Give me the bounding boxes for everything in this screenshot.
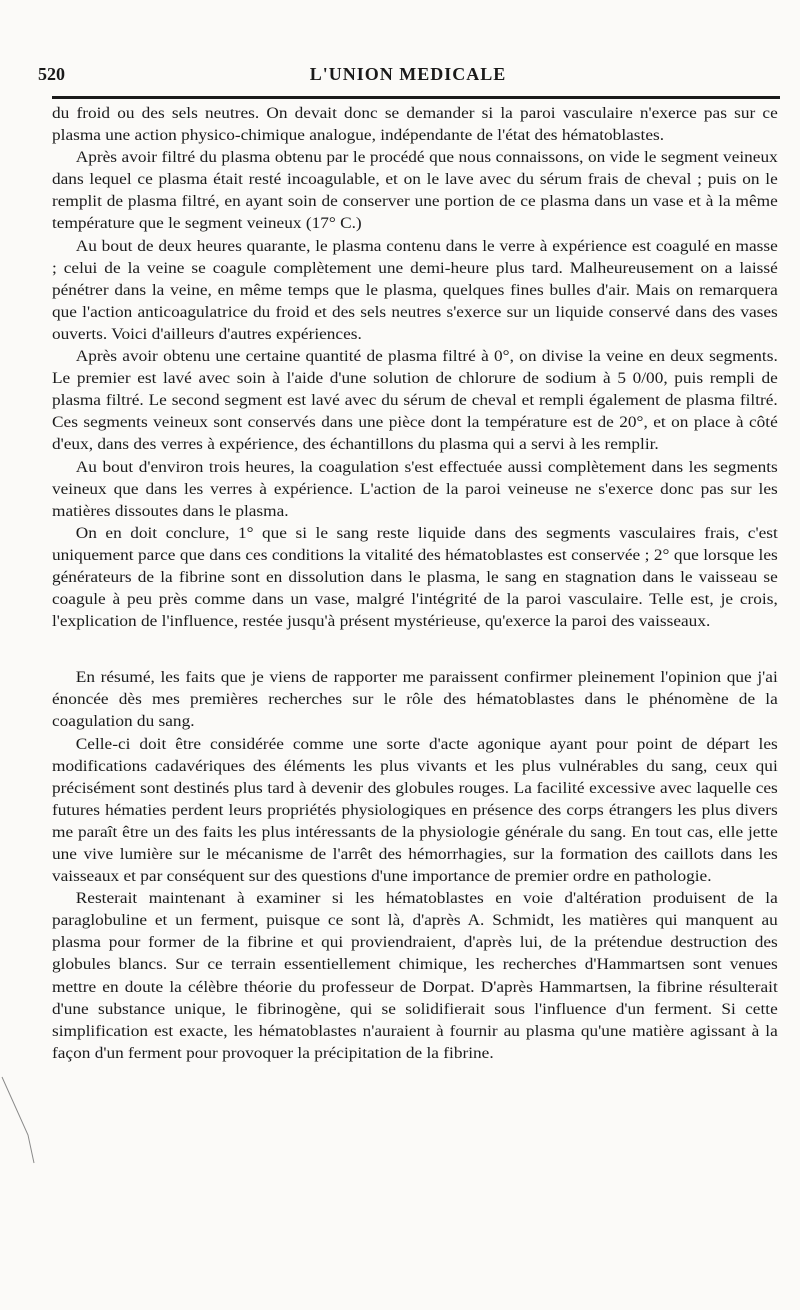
running-title: L'UNION MEDICALE [309,64,507,84]
page-number: 520 [38,64,65,84]
paper-fold-mark [0,1075,36,1165]
page-header [38,62,778,90]
paragraph: Resterait maintenant à examiner si les hématoblastes en voie d'altération produisent de la paraglobuline et un ferment, puisque ce sont là, d'après A. Schmidt, les matières qui manquent au plasma pour former de la fibrine et qui proviendraient, d'après lui, de la prétendue destruction des globules blancs. Sur ce terrain essentiellement chimique, les recherches d'Hammartsen sont venues mettre en doute la célèbre théorie du professeur de Dorpat. D'après Hammartsen, la fibrine résulterait d'une substance unique, le fibrinogène, qui se solidifierait sous l'influence d'un ferment. Si cette simplification est exacte, les hématoblastes n'auraient à fournir au plasma qu'une matière agissant à la façon d'un ferment pour provoquer la précipitation de la fibrine. [52,890,778,1062]
body-text [52,103,778,1065]
paragraph: On en doit conclure, 1° que si le sang reste liquide dans des segments vasculaires frais, c'est uniquement parce que dans ces conditions la vitalité des hématoblastes est conservée ; 2° que lorsque les générateurs de la fibrine sont en dissolution dans le plasma, le sang en stagnation dans le vaisseau se coagule à peu près comme dans un vase, malgré l'intégrité de la paroi vasculaire. Telle est, je crois, l'explication de l'influence, restée jusqu'à présent mystérieuse, qu'exerce la paroi des vaisseaux. [52,524,778,631]
paragraph: Après avoir obtenu une certaine quantité de plasma filtré à 0°, on divise la veine en deux segments. Le premier est lavé avec soin à l'aide d'une solution de chlorure de sodium à 5 0/00, puis rempli de plasma filtré. Le second segment est lavé avec du sérum de cheval et rempli également de plasma filtré. Ces segments veineux sont conservés dans une pièce dont la température est de 20°, et on place à côté d'eux, dans des verres à expérience, des échantillons du plasma qui a servi à les remplir. [52,348,778,454]
paragraph: du froid ou des sels neutres. On devait donc se demander si la paroi vasculaire n'exerce pas sur ce plasma une action physico-chimique analogue, indépendante de l'état des hématoblastes. [52,105,778,145]
paragraph: Au bout d'environ trois heures, la coagulation s'est effectuée aussi complètement dans les segments veineux que dans les verres à expérience. L'action de la paroi veineuse ne s'exerce donc pas sur les matières dissoutes dans le plasma. [52,458,778,520]
paragraph: Après avoir filtré du plasma obtenu par le procédé que nous connaissons, on vide le segment veineux dans lequel ce plasma était resté incoagulable, et on le lave avec du sérum frais de cheval ; puis on le remplit de plasma filtré, en ayant soin de conserver une portion de ce plasma dans un vase et à la même température que le segment veineux (17° C.) [52,149,778,233]
header-rule [52,96,780,99]
paragraph: Au bout de deux heures quarante, le plasma contenu dans le verre à expérience est coagulé en masse ; celui de la veine se coagule complètement une demi-heure plus tard. Malheureusement on a laissé pénétrer dans la veine, en même temps que le plasma, quelques fines bulles d'air. Mais on remarquera que l'action anticoagulatrice du froid et des sels neutres s'exerce sur un liquide conservé dans des vases ouverts. Voici d'ailleurs d'autres expériences. [52,237,778,343]
paragraph: Celle-ci doit être considérée comme une sorte d'acte agonique ayant pour point de départ les modifications cadavériques des éléments les plus vivants et les plus vulnérables du sang, ceux qui précisément sont destinés plus tard à devenir des globules rouges. La facilité excessive avec laquelle ces futures hématies perdent leurs propriétés physiologiques en présence des corps étrangers les plus divers me paraît être un des faits les plus intéressants de la physiologie générale du sang. En tout cas, elle jette une vive lumière sur le mécanisme de l'arrêt des hémorrhagies, sur la formation des caillots dans les vaisseaux et par conséquent sur des questions d'une importance de premier ordre en pathologie. [52,735,778,886]
paragraph: En résumé, les faits que je viens de rapporter me paraissent confirmer pleinement l'opinion que j'ai énoncée dès mes premières recherches sur le rôle des hématoblastes dans le phénomène de la coagulation du sang. [52,669,778,731]
